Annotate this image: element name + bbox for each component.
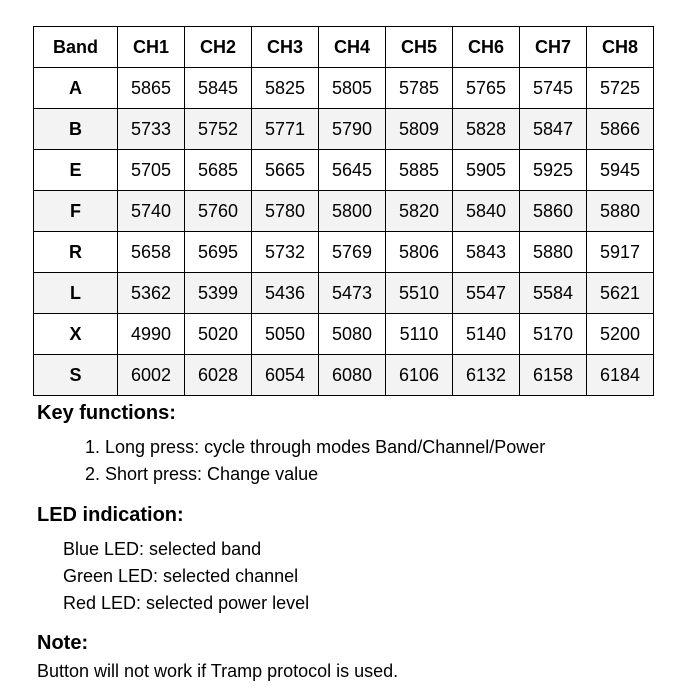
key-function-item: 1. Long press: cycle through modes Band/Channel/Power (85, 437, 546, 457)
frequency-cell: 5745 (520, 68, 587, 109)
frequency-cell: 5200 (587, 314, 654, 355)
frequency-cell: 5866 (587, 109, 654, 150)
frequency-cell: 5020 (185, 314, 252, 355)
channel-column-header: CH2 (185, 27, 252, 68)
frequency-cell: 5510 (386, 273, 453, 314)
frequency-cell: 5843 (453, 232, 520, 273)
frequency-cell: 5399 (185, 273, 252, 314)
table-header (34, 27, 654, 68)
frequency-cell: 5170 (520, 314, 587, 355)
band-label-cell: R (34, 232, 118, 273)
frequency-cell: 5547 (453, 273, 520, 314)
frequency-cell: 5658 (118, 232, 185, 273)
frequency-cell: 5828 (453, 109, 520, 150)
frequency-cell: 5780 (252, 191, 319, 232)
led-line-blue: Blue LED: selected band (63, 539, 262, 559)
frequency-cell: 6158 (520, 355, 587, 396)
frequency-cell: 5695 (185, 232, 252, 273)
frequency-cell: 5925 (520, 150, 587, 191)
frequency-cell: 5771 (252, 109, 319, 150)
frequency-cell: 6080 (319, 355, 386, 396)
frequency-cell: 5685 (185, 150, 252, 191)
table-row (34, 355, 654, 396)
channel-column-header: CH6 (453, 27, 520, 68)
note-section (37, 630, 673, 684)
table-row (34, 232, 654, 273)
frequency-cell: 5917 (587, 232, 654, 273)
frequency-cell: 5110 (386, 314, 453, 355)
table-row (34, 150, 654, 191)
frequency-cell: 4990 (118, 314, 185, 355)
frequency-cell: 5645 (319, 150, 386, 191)
frequency-cell: 5705 (118, 150, 185, 191)
led-indication-section (37, 502, 673, 617)
frequency-cell: 5436 (252, 273, 319, 314)
table-row (34, 314, 654, 355)
frequency-cell: 5621 (587, 273, 654, 314)
band-label-cell: S (34, 355, 118, 396)
frequency-cell: 5785 (386, 68, 453, 109)
frequency-cell: 5740 (118, 191, 185, 232)
led-line-green: Green LED: selected channel (63, 566, 299, 586)
band-label-cell: E (34, 150, 118, 191)
key-function-item: 2. Short press: Change value (85, 464, 319, 484)
frequency-cell: 5825 (252, 68, 319, 109)
table-row (34, 191, 654, 232)
table-header-row (34, 27, 654, 68)
frequency-cell: 5765 (453, 68, 520, 109)
frequency-cell: 5865 (118, 68, 185, 109)
channel-column-header: CH4 (319, 27, 386, 68)
frequency-cell: 5752 (185, 109, 252, 150)
key-functions-heading: Key functions: (37, 402, 176, 424)
band-label-cell: L (34, 273, 118, 314)
channel-column-header: CH5 (386, 27, 453, 68)
band-label-cell: F (34, 191, 118, 232)
frequency-cell: 6132 (453, 355, 520, 396)
key-functions-list (37, 434, 673, 488)
led-line-red: Red LED: selected power level (63, 593, 310, 613)
frequency-cell: 5905 (453, 150, 520, 191)
band-label-cell: B (34, 109, 118, 150)
frequency-cell: 5845 (185, 68, 252, 109)
frequency-cell: 5140 (453, 314, 520, 355)
table-row (34, 68, 654, 109)
frequency-cell: 5080 (319, 314, 386, 355)
band-column-header: Band (34, 27, 118, 68)
frequency-cell: 5860 (520, 191, 587, 232)
frequency-cell: 5733 (118, 109, 185, 150)
frequency-cell: 5769 (319, 232, 386, 273)
channel-column-header: CH3 (252, 27, 319, 68)
frequency-cell: 5050 (252, 314, 319, 355)
frequency-cell: 5820 (386, 191, 453, 232)
frequency-cell: 5790 (319, 109, 386, 150)
frequency-cell: 5847 (520, 109, 587, 150)
frequency-cell: 6106 (386, 355, 453, 396)
band-label-cell: X (34, 314, 118, 355)
table-row (34, 273, 654, 314)
frequency-cell: 5880 (520, 232, 587, 273)
table-row (34, 109, 654, 150)
channel-column-header: CH8 (587, 27, 654, 68)
frequency-cell: 6028 (185, 355, 252, 396)
table-body (34, 68, 654, 396)
frequency-cell: 5806 (386, 232, 453, 273)
band-label-cell: A (34, 68, 118, 109)
frequency-cell: 5473 (319, 273, 386, 314)
note-heading: Note: (37, 632, 89, 654)
key-functions-section (37, 400, 673, 488)
frequency-cell: 5800 (319, 191, 386, 232)
frequency-cell: 5584 (520, 273, 587, 314)
note-text: Button will not work if Tramp protocol is used. (37, 661, 399, 681)
frequency-cell: 6002 (118, 355, 185, 396)
led-indication-heading: LED indication: (37, 504, 184, 526)
channel-column-header: CH7 (520, 27, 587, 68)
led-indication-list (37, 536, 673, 617)
channel-column-header: CH1 (118, 27, 185, 68)
frequency-cell: 5665 (252, 150, 319, 191)
frequency-table (33, 26, 654, 396)
frequency-cell: 5840 (453, 191, 520, 232)
frequency-cell: 5732 (252, 232, 319, 273)
frequency-cell: 5885 (386, 150, 453, 191)
frequency-cell: 5945 (587, 150, 654, 191)
frequency-cell: 5725 (587, 68, 654, 109)
frequency-cell: 5362 (118, 273, 185, 314)
frequency-cell: 5880 (587, 191, 654, 232)
frequency-cell: 5760 (185, 191, 252, 232)
frequency-cell: 5805 (319, 68, 386, 109)
frequency-cell: 6054 (252, 355, 319, 396)
frequency-cell: 6184 (587, 355, 654, 396)
frequency-cell: 5809 (386, 109, 453, 150)
